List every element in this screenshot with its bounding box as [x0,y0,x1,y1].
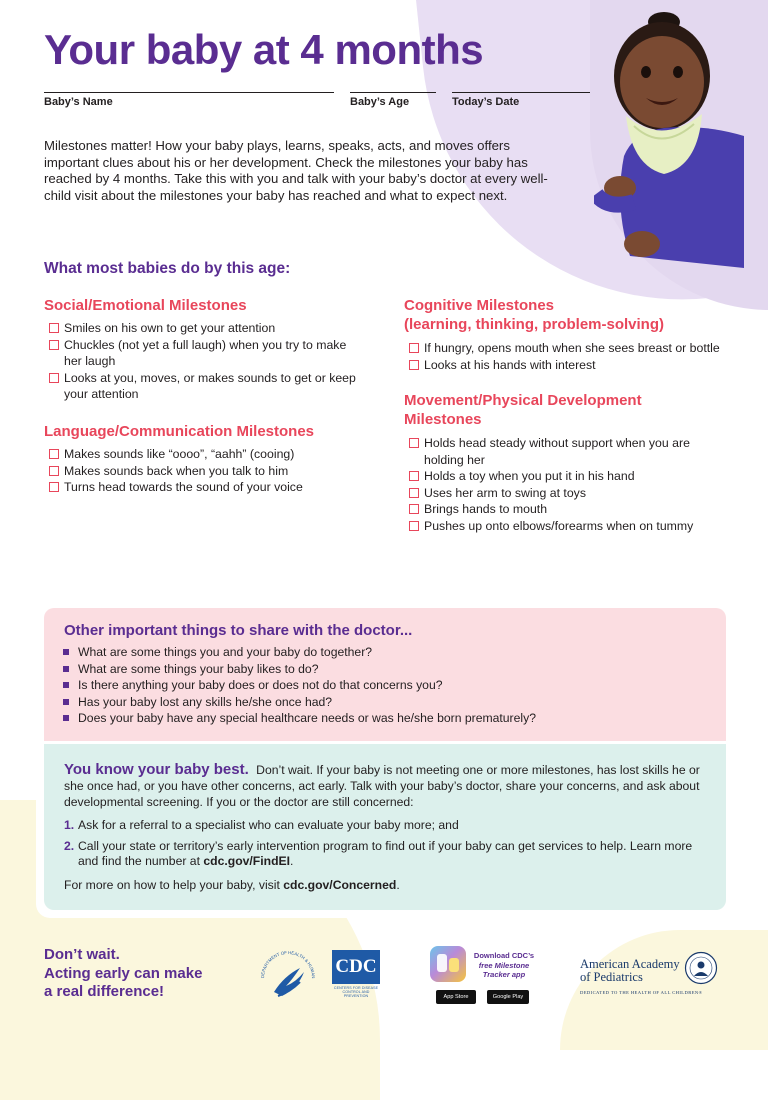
checkbox-icon[interactable] [49,466,59,476]
list-item [62,710,536,727]
know-footer: For more on how to help your baby, visit cdc.gov/Concerned. [64,878,400,892]
movement-physical-list [406,435,706,535]
cdc-logo-box: CDC [332,950,380,984]
milestone-item[interactable] [46,370,366,403]
language-communication-title: Language/Communication Milestones [44,423,315,440]
share-text: What are some things you and your baby do together? [78,645,373,659]
checkbox-icon[interactable] [409,471,419,481]
dont-wait-line1: Don’t wait. [44,946,120,963]
section-title: What most babies do by this age: [44,260,291,277]
milestone-item[interactable] [46,337,366,370]
milestone-item[interactable] [406,501,706,518]
hhs-logo [256,946,320,1006]
cognitive-title-line1: Cognitive Milestones [404,297,555,314]
cognitive-title-line2: (learning, thinking, problem-solving) [404,316,665,333]
milestone-item[interactable] [406,340,726,357]
milestone-item[interactable] [46,446,366,463]
checkbox-icon[interactable] [409,360,419,370]
aap-seal-icon [684,951,718,985]
know-paragraph [64,762,704,811]
todays-date-label: Today’s Date [452,96,520,108]
bullet-square-icon [63,715,69,721]
cognitive-list [406,340,726,373]
share-list [62,644,536,727]
babys-age-label: Baby’s Age [350,96,410,108]
checkbox-icon[interactable] [409,343,419,353]
checkbox-icon[interactable] [49,373,59,383]
dont-wait-line2: Acting early can make [44,964,203,982]
baby-photo [594,6,744,268]
milestone-text: Looks at his hands with interest [424,357,596,372]
milestone-item[interactable] [46,320,366,337]
milestone-text: Uses her arm to swing at toys [424,485,586,500]
milestone-text: Turns head towards the sound of your voice [64,480,303,495]
social-emotional-list [46,320,366,403]
action-steps-list [64,818,704,875]
know-title: You know your baby best. [64,761,249,778]
cdc-tagline-2: CONTROL AND PREVENTION [342,990,370,998]
milestone-item[interactable] [406,518,706,535]
page-title: Your baby at 4 months [44,26,484,73]
milestone-text: Makes sounds like “oooo”, “aahh” (cooing) [64,447,295,461]
intro-paragraph: Milestones matter! How your baby plays, learns, speaks, acts, and moves offers important clues about his or her development. Check the milestones your baby has reached by 4 months. Take this with you and talk with your baby’s doctor at every well-child visit about the milestones your baby has reached and what to expect next. [44,138,548,203]
app-text-line2: free Milestone Tracker app [478,960,530,979]
bullet-square-icon [63,682,69,688]
cdc-tagline [332,986,380,998]
milestone-item[interactable] [406,485,706,502]
aap-tagline: DEDICATED TO THE HEALTH OF ALL CHILDREN® [580,990,703,995]
movement-title-line2: Milestones [404,411,482,428]
step-text: Call your state or territory’s early intervention program to find out if your baby can get services to help. Learn more and find the number at [78,838,693,868]
cognitive-title [404,296,664,334]
milestone-text: Makes sounds back when you talk to him [64,463,289,478]
milestone-text: Holds head steady without support when you are holding her [424,436,690,467]
app-download-text [468,951,540,980]
cdc-tagline-1: CENTERS FOR DISEASE [333,986,379,990]
checkbox-icon[interactable] [409,438,419,448]
milestone-text: Brings hands to mouth [424,502,548,517]
checkbox-icon[interactable] [49,449,59,459]
milestone-tracker-app-icon[interactable] [430,946,466,982]
milestone-text: If hungry, opens mouth when she sees breast or bottle [424,341,720,355]
babys-name-field[interactable] [44,92,334,108]
milestone-text: Pushes up onto elbows/forearms when on tummy [424,518,694,533]
social-emotional-title: Social/Emotional Milestones [44,297,247,314]
findei-link[interactable]: cdc.gov/FindEI [203,854,291,868]
milestone-text: Chuckles (not yet a full laugh) when you try to make her laugh [64,337,347,369]
share-text: Has your baby lost any skills he/she once had? [78,694,333,709]
list-item [62,661,536,678]
movement-title-line1: Movement/Physical Development [404,392,642,409]
babys-name-label: Baby’s Name [44,96,113,108]
aap-name-line2: of Pediatrics [580,970,643,984]
todays-date-field[interactable] [452,92,590,108]
concerned-link[interactable]: cdc.gov/Concerned [283,878,397,892]
babys-age-field[interactable] [350,92,436,108]
movement-physical-title [404,391,642,429]
google-play-badge[interactable]: Google Play [487,990,529,1004]
hhs-logo-text: DEPARTMENT OF HEALTH & HUMAN [259,949,317,979]
list-item [62,644,536,661]
milestone-item[interactable] [46,479,366,496]
share-with-doctor-panel [44,608,726,741]
step-number: 2. [64,838,75,853]
step-number: 1. [64,818,75,832]
share-text: Is there anything your baby does or does not do that concerns you? [78,678,443,693]
svg-text:DEPARTMENT OF HEALTH & HUMAN S [256,946,316,979]
milestone-text: Holds a toy when you put it in his hand [424,469,635,484]
language-communication-list [46,446,366,496]
milestone-item[interactable] [406,468,706,485]
know-footer-text: For more on how to help your baby, visit [64,878,284,892]
know-text: Don’t wait. If your baby is not meeting one or more milestones, has lost skills he or she once had, or you have other concerns, act early. Talk with your baby’s doctor, share your concerns, and ask about developmental screening. If you or the doctor are still concerned: [64,763,700,810]
milestone-item[interactable] [406,435,706,468]
checkbox-icon[interactable] [49,482,59,492]
share-text: What are some things your baby likes to do? [78,661,319,676]
checkbox-icon[interactable] [409,488,419,498]
dont-wait-line3: a real difference! [44,983,165,1000]
step-text: Ask for a referral to a specialist who can evaluate your baby more; and [78,818,459,832]
list-item [62,694,536,711]
cdc-logo [332,950,380,998]
app-store-badge[interactable]: App Store [436,990,476,1004]
action-step [64,818,704,834]
dont-wait-message [44,946,202,1002]
checkbox-icon[interactable] [409,521,419,531]
bullet-square-icon [63,699,69,705]
share-title: Other important things to share with the doctor... [64,622,413,639]
bullet-square-icon [63,666,69,672]
milestone-text: Looks at you, moves, or makes sounds to get or keep your attention [64,370,356,402]
milestone-text: Smiles on his own to get your attention [64,321,276,335]
list-item [62,677,536,694]
milestone-item[interactable] [46,463,366,480]
share-text: Does your baby have any special healthcare needs or was he/she born prematurely? [78,711,536,726]
milestone-item[interactable] [406,357,726,374]
know-your-baby-panel [44,744,726,910]
app-text-line1: Download CDC’s [473,951,535,960]
checkbox-icon[interactable] [409,504,419,514]
action-step: 2. Call your state or territory’s early intervention program to find out if your baby can get services to help. Learn more and find the number at cdc.gov/FindEI. [64,838,693,868]
aap-name-line1: American Academy [580,957,680,971]
bullet-square-icon [63,649,69,655]
checkbox-icon[interactable] [49,340,59,350]
checkbox-icon[interactable] [49,323,59,333]
